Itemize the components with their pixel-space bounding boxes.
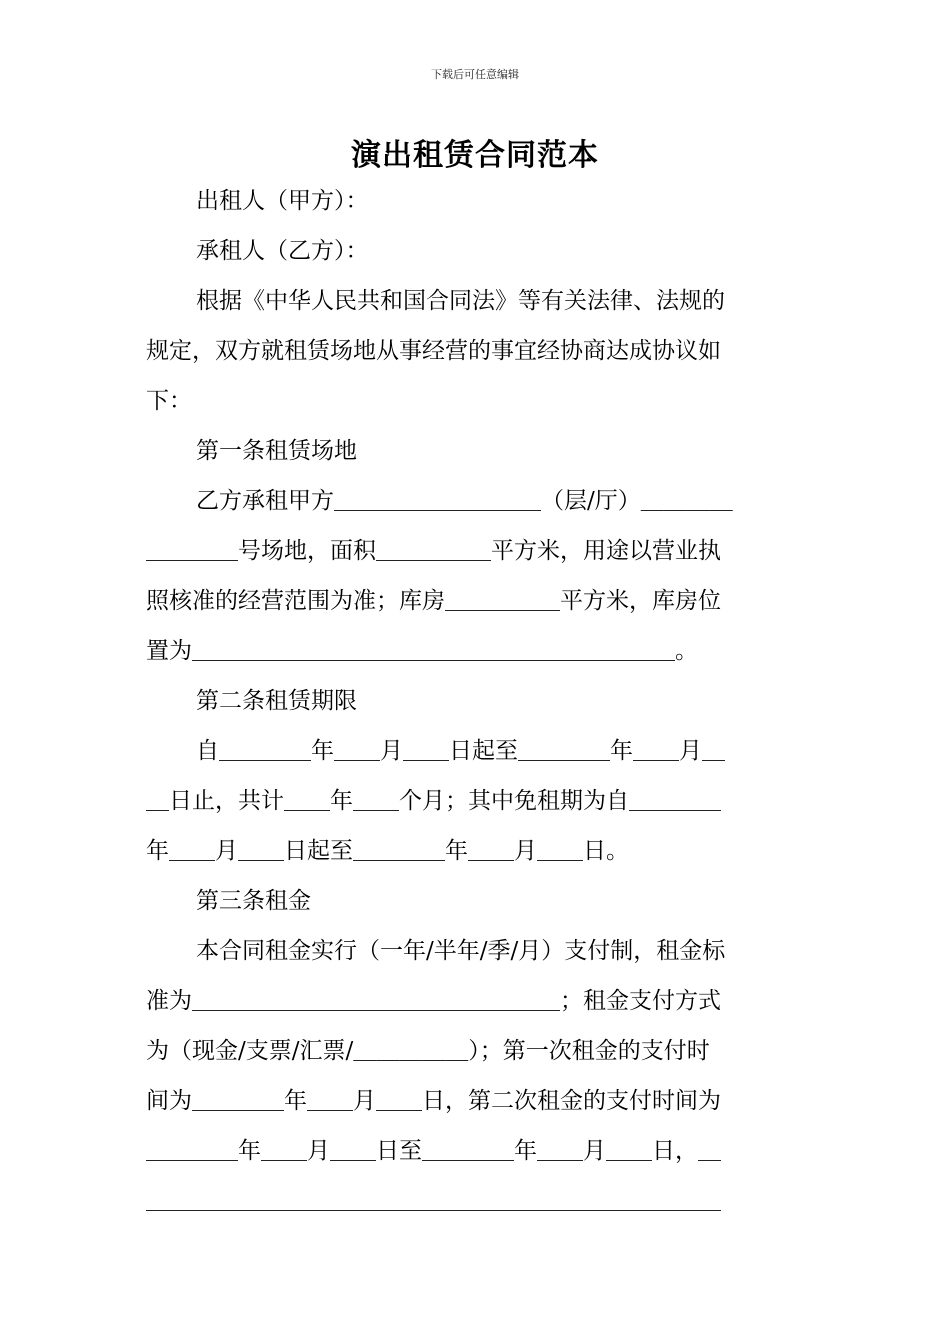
article-1-line-3: 照核准的经营范围为准；库房＿＿＿＿＿平方米，库房位: [146, 588, 721, 614]
header-note: 下载后可任意编辑: [431, 68, 519, 81]
article-1-heading: 第一条租赁场地: [196, 438, 357, 464]
article-2-line-2: ＿日止，共计＿＿年＿＿个月；其中免租期为自＿＿＿＿: [146, 788, 721, 814]
article-3-line-5: ＿＿＿＿年＿＿月＿＿日至＿＿＿＿年＿＿月＿＿日，＿: [146, 1138, 721, 1164]
article-3-heading: 第三条租金: [196, 888, 311, 914]
article-1-line-1: 乙方承租甲方＿＿＿＿＿＿＿＿＿（层/厅）＿＿＿＿: [196, 488, 733, 514]
article-3-line-4: 间为＿＿＿＿年＿＿月＿＿日，第二次租金的支付时间为: [146, 1088, 721, 1114]
article-2-line-3: 年＿＿月＿＿日起至＿＿＿＿年＿＿月＿＿日。: [146, 838, 629, 864]
article-1-line-2: ＿＿＿＿号场地，面积＿＿＿＿＿平方米，用途以营业执: [146, 538, 721, 564]
party-b-line: 承租人（乙方）：: [196, 238, 369, 264]
document-title: 演出租赁合同范本: [351, 138, 599, 173]
preamble-line-2: 规定，双方就租赁场地从事经营的事宜经协商达成协议如: [146, 338, 721, 364]
article-3-line-3: 为（现金/支票/汇票/＿＿＿＿＿）；第一次租金的支付时: [146, 1038, 710, 1064]
preamble-line-1: 根据《中华人民共和国合同法》等有关法律、法规的: [196, 288, 725, 314]
article-3-line-6: ＿＿＿＿＿＿＿＿＿＿＿＿＿＿＿＿＿＿＿＿＿＿＿＿＿: [146, 1188, 721, 1214]
article-3-line-1: 本合同租金实行（一年/半年/季/月）支付制，租金标: [196, 938, 726, 964]
preamble-line-3: 下：: [146, 388, 192, 414]
article-2-line-1: 自＿＿＿＿年＿＿月＿＿日起至＿＿＿＿年＿＿月＿: [196, 738, 725, 764]
article-3-line-2: 准为＿＿＿＿＿＿＿＿＿＿＿＿＿＿＿＿；租金支付方式: [146, 988, 721, 1014]
article-1-line-4: 置为＿＿＿＿＿＿＿＿＿＿＿＿＿＿＿＿＿＿＿＿＿。: [146, 638, 698, 664]
article-2-heading: 第二条租赁期限: [196, 688, 357, 714]
party-a-line: 出租人（甲方）：: [196, 188, 369, 214]
